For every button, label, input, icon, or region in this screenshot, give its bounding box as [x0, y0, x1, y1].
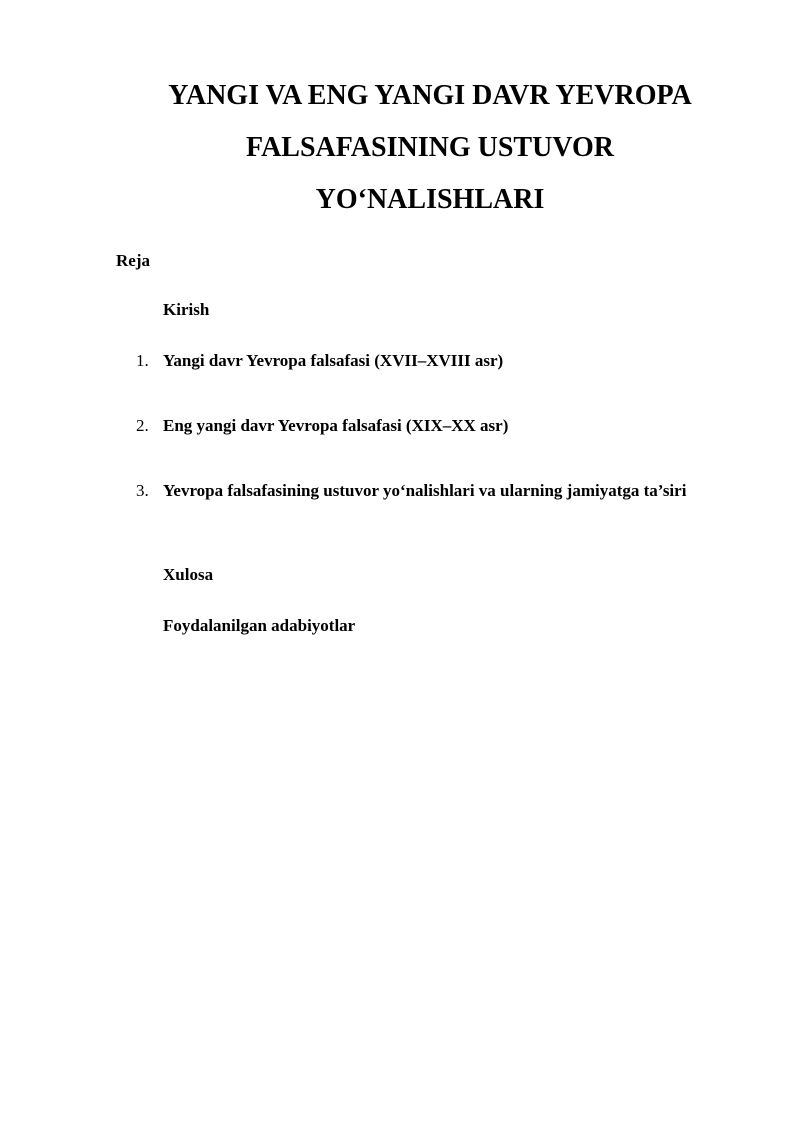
- title-line-1: YANGI VA ENG YANGI DAVR YEVROPA: [168, 80, 692, 111]
- plan-item-number-1: 1.: [136, 351, 149, 370]
- plan-item-number-2: 2.: [136, 416, 149, 435]
- plan-item-number-3: 3.: [136, 481, 149, 500]
- plan-heading: Reja: [116, 251, 150, 270]
- plan-references: Foydalanilgan adabiyotlar: [163, 616, 356, 635]
- plan-intro: Kirish: [163, 300, 210, 319]
- plan-item-2: Eng yangi davr Yevropa falsafasi (XIX–XX asr): [163, 416, 509, 435]
- plan-conclusion: Xulosa: [163, 565, 214, 584]
- plan-item-1: Yangi davr Yevropa falsafasi (XVII–XVIII asr): [163, 351, 504, 370]
- title-line-2: FALSAFASINING USTUVOR: [246, 132, 614, 163]
- plan-item-3: Yevropa falsafasining ustuvor yo‘nalishlari va ularning jamiyatga ta’siri: [163, 481, 687, 500]
- title-line-3: YO‘NALISHLARI: [315, 184, 545, 215]
- document-title: [80, 70, 780, 226]
